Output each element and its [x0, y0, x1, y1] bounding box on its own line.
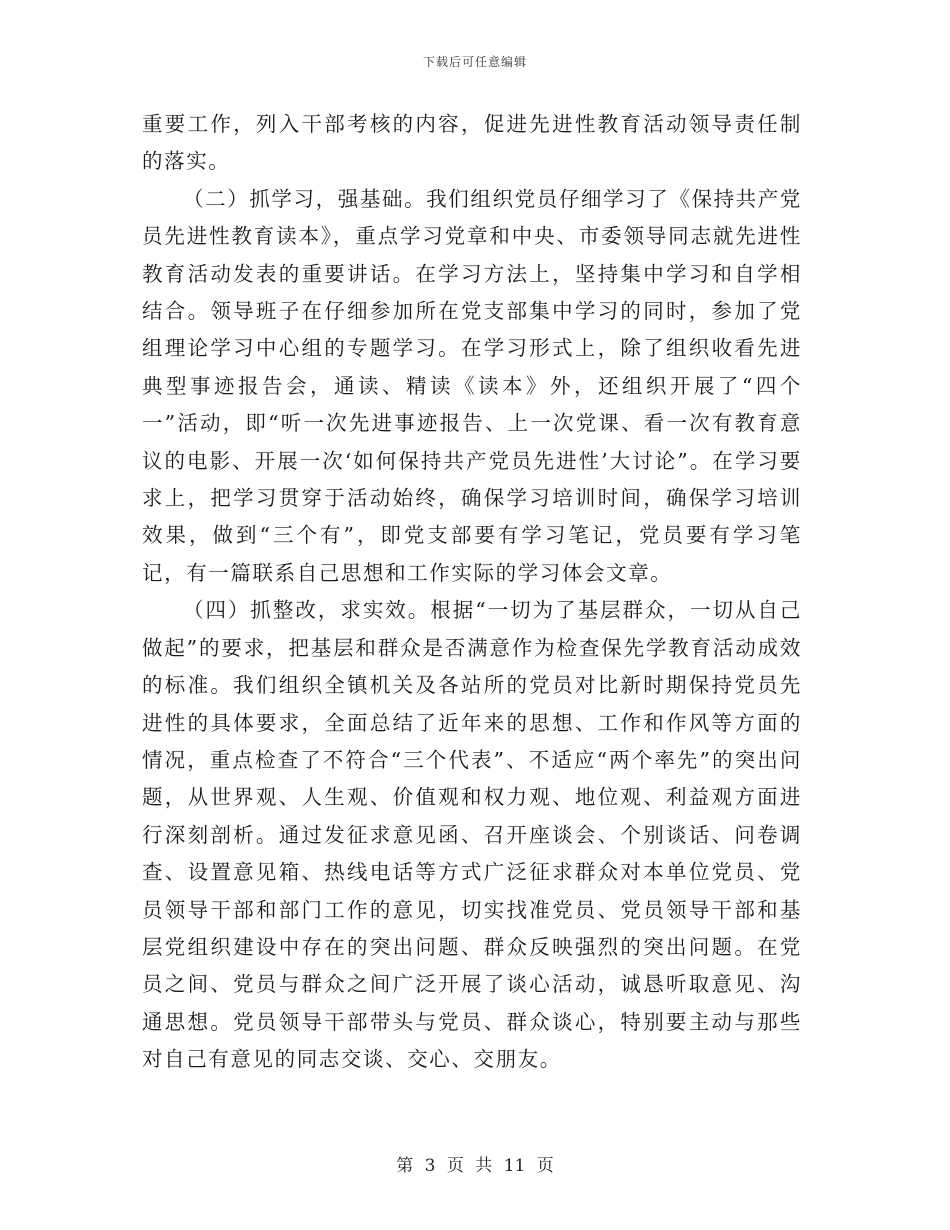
header-edit-note: 下载后可任意编辑: [422, 55, 527, 69]
document-body: [142, 106, 802, 1079]
paragraph-continuation: 重要工作，列入干部考核的内容，促进先进性教育活动领导责任制的落实。: [142, 112, 802, 174]
paragraph-study-section: （二）抓学习，强基础。我们组织党员仔细学习了《保持共产党员先进性教育读本》，重点学习党章和中央、市委领导同志就先进性教育活动发表的重要讲话。在学习方法上，坚持集中学习和自学相结合。领导班子在仔细参加所在党支部集中学习的同时，参加了党组理论学习中心组的专题学习。在学习形式上，除了组织收看先进典型事迹报告会，通读、精读《读本》外，还组织开展了“四个一”活动，即“听一次先进事迹报告、上一次党课、看一次有教育意议的电影、开展一次‘如何保持共产党员先进性’大讨论”。在学习要求上，把学习贯穿于活动始终，确保学习培训时间，确保学习培训效果，做到“三个有”，即党支部要有学习笔记，党员要有学习笔记，有一篇联系自己思想和工作实际的学习体会文章。: [142, 186, 802, 585]
page-number-footer: 第 3 页 共 11 页: [396, 1156, 554, 1176]
paragraph-rectification-section: （四）抓整改，求实效。根据“一切为了基层群众，一切从自己做起”的要求，把基层和群众是否满意作为检查保先学教育活动成效的标准。我们组织全镇机关及各站所的党员对比新时期保持党员先进性的具体要求，全面总结了近年来的思想、工作和作风等方面的情况，重点检查了不符合“三个代表”、不适应“两个率先”的突出问题，从世界观、人生观、价值观和权力观、地位观、利益观方面进行深刻剖析。通过发征求意见函、召开座谈会、个别谈话、问卷调查、设置意见箱、热线电话等方式广泛征求群众对本单位党员、党员领导干部和部门工作的意见，切实找准党员、党员领导干部和基层党组织建设中存在的突出问题、群众反映强烈的突出问题。在党员之间、党员与群众之间广泛开展了谈心活动，诚恳听取意见、沟通思想。党员领导干部带头与党员、群众谈心，特别要主动与那些对自己有意见的同志交谈、交心、交朋友。: [142, 598, 802, 1072]
